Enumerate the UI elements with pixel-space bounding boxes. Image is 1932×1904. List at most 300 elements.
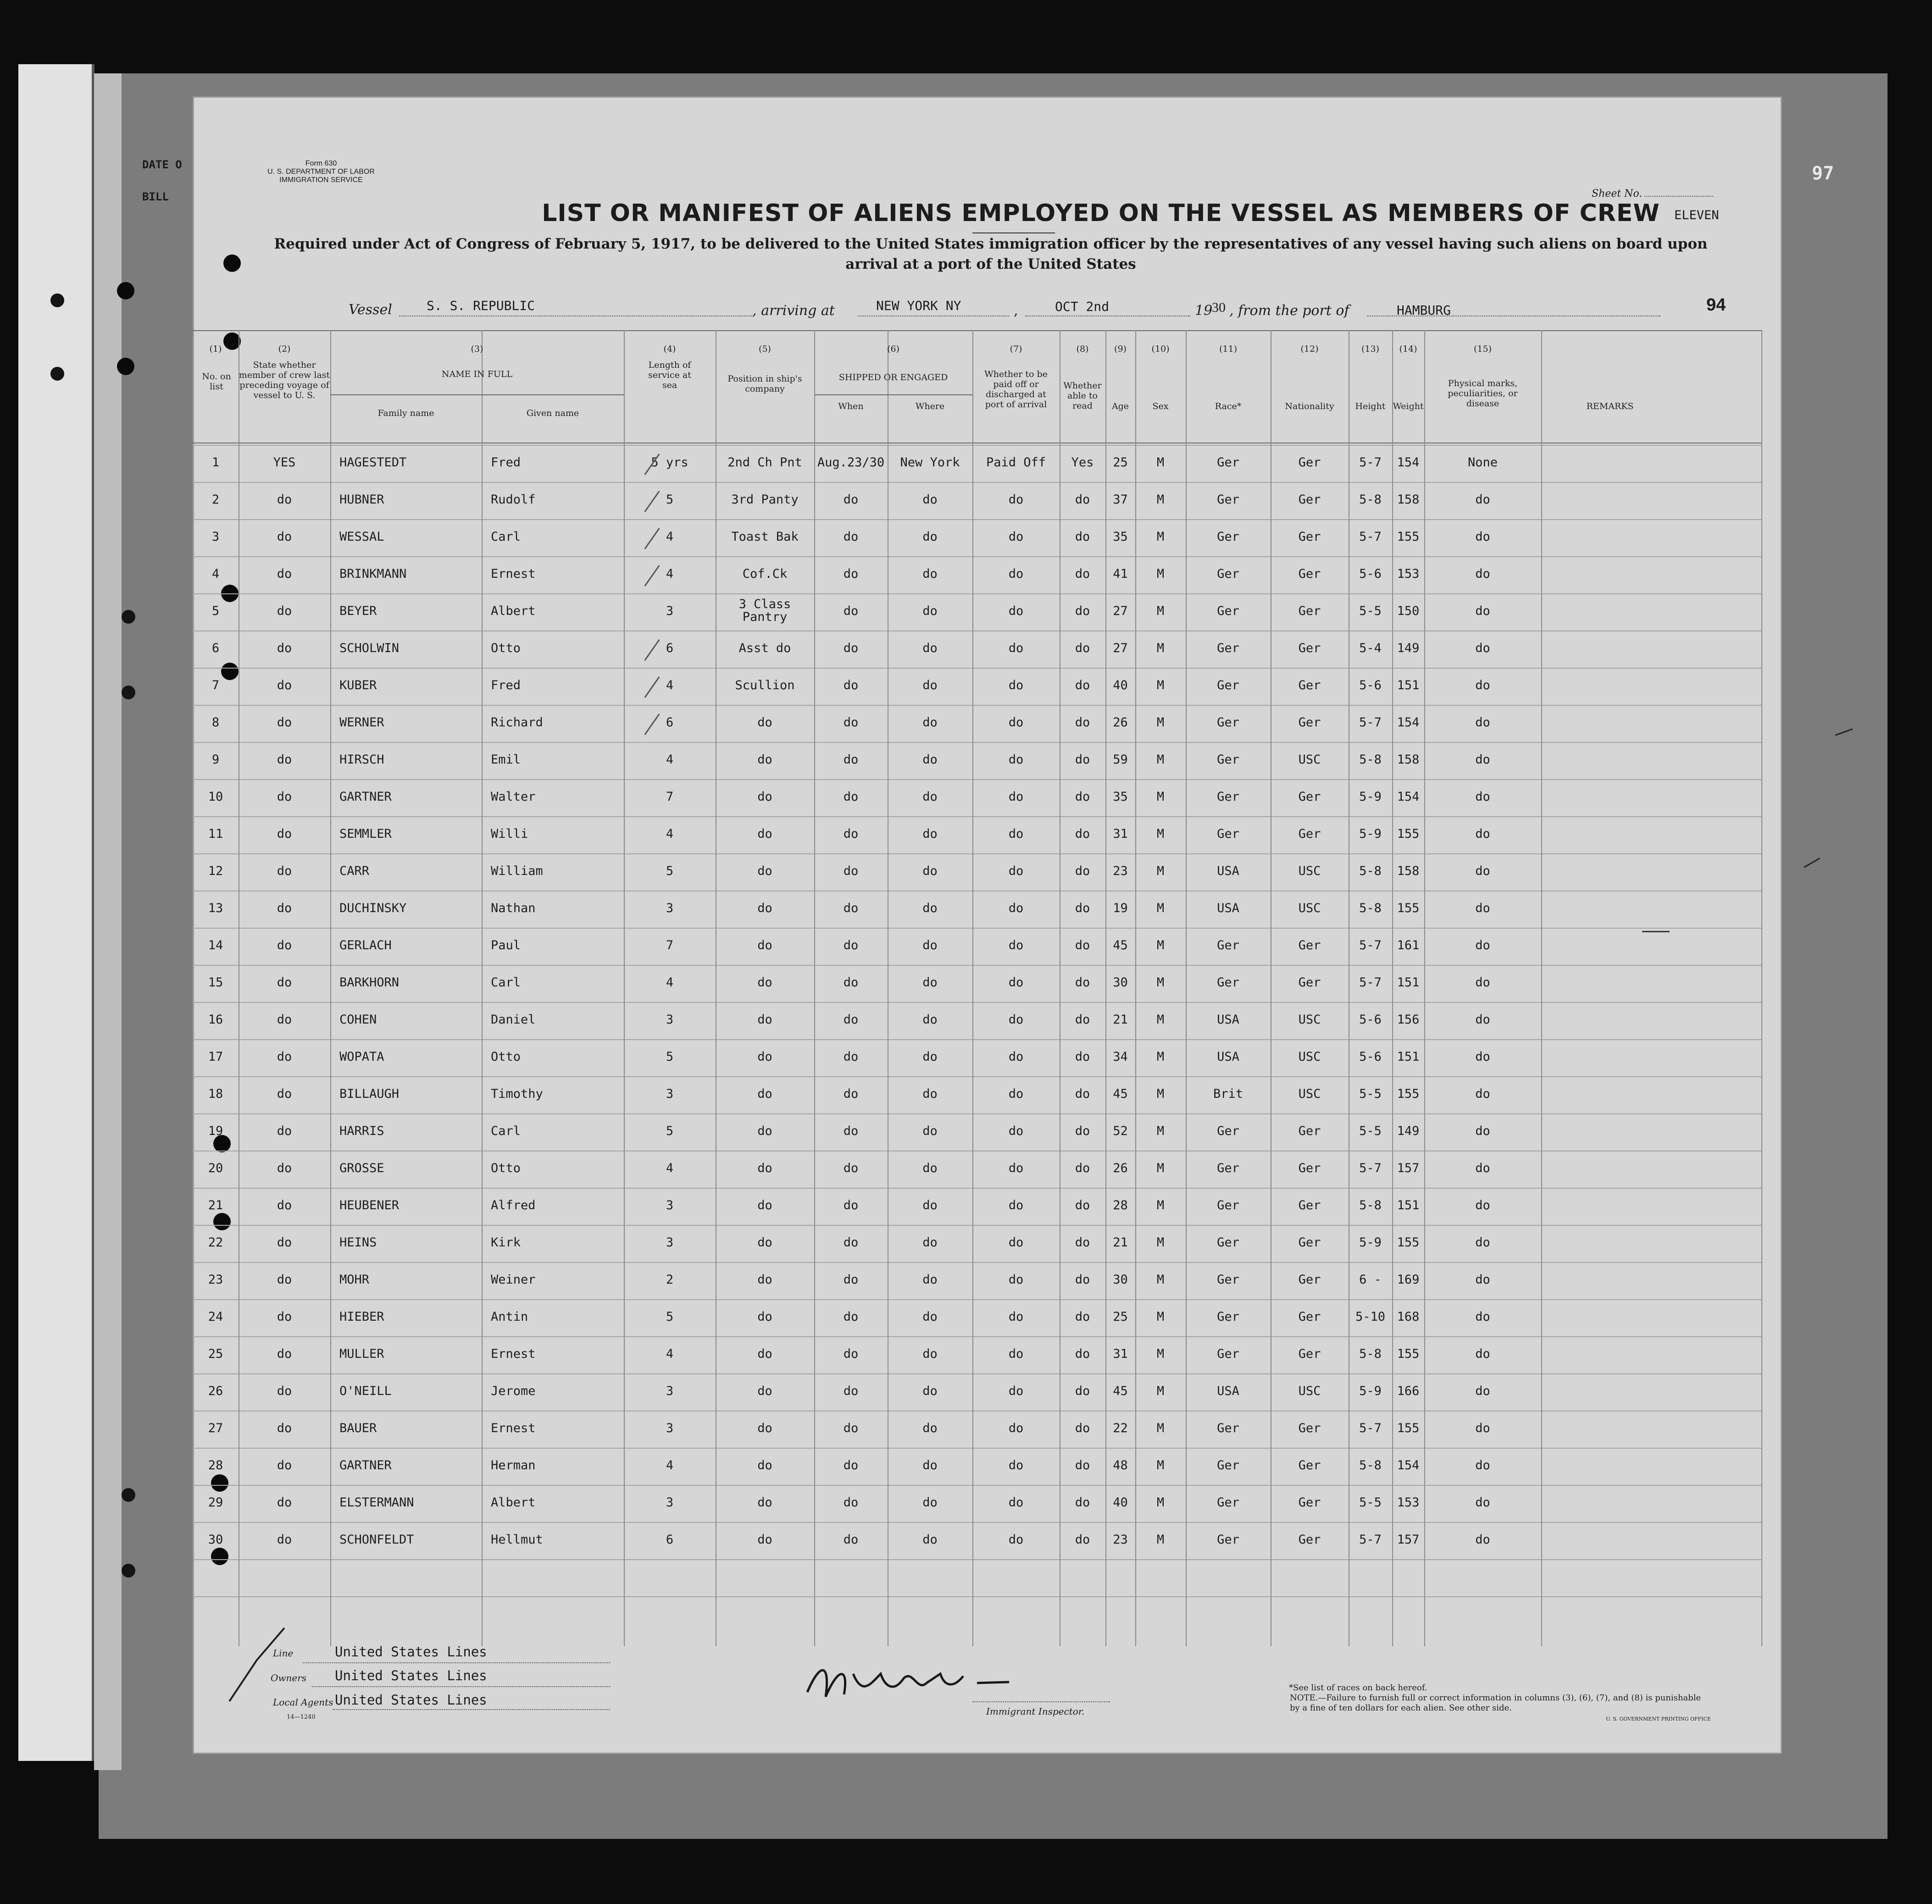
cell-age: 19	[1113, 901, 1128, 915]
paper-hole	[223, 255, 241, 272]
cell-prev: do	[277, 641, 292, 655]
cell-race: USA	[1217, 864, 1239, 878]
table-row	[193, 519, 1761, 556]
footer-code: 14—1240	[287, 1714, 316, 1721]
agents-label: Local Agents	[273, 1697, 333, 1708]
cell-read: do	[1075, 604, 1090, 618]
cell-race: Ger	[1217, 938, 1239, 952]
cell-marks: do	[1475, 1495, 1490, 1510]
cell-where: do	[922, 938, 938, 952]
arriving-port: NEW YORK NY	[876, 298, 961, 313]
cell-length: 4	[666, 1458, 674, 1472]
cell-age: 26	[1113, 715, 1128, 730]
cell-read: do	[1075, 864, 1090, 878]
cell-race: USA	[1217, 1384, 1239, 1398]
cell-height: 5-8	[1359, 493, 1382, 507]
cell-read: do	[1075, 1087, 1090, 1101]
row-rule	[193, 1596, 1761, 1597]
col-num-10: (10)	[1151, 344, 1170, 354]
cell-marks: do	[1475, 901, 1490, 915]
cell-marks: do	[1475, 790, 1490, 804]
cell-race: Brit	[1213, 1087, 1244, 1101]
col-head-nationality: Nationality	[1285, 401, 1334, 411]
cell-when: do	[843, 1347, 859, 1361]
col-num-4: (4)	[663, 344, 676, 354]
cell-height: 5-6	[1359, 1050, 1382, 1064]
cell-given: Albert	[491, 1495, 536, 1510]
col-head-race: Race*	[1215, 401, 1242, 411]
cell-family: BEYER	[339, 604, 377, 618]
cell-family: CARR	[339, 864, 370, 878]
table-top-rule	[193, 330, 1761, 331]
cell-race: Ger	[1217, 678, 1239, 692]
col-head-length: Length of service at sea	[648, 360, 691, 390]
binder-hole	[122, 610, 135, 624]
cell-race: Ger	[1217, 753, 1239, 767]
cell-marks: do	[1475, 1013, 1490, 1027]
cell-paid: do	[1008, 1495, 1024, 1510]
cell-when: do	[843, 1384, 859, 1398]
cell-height: 5-5	[1359, 1124, 1382, 1138]
table-row	[193, 1485, 1761, 1522]
cell-prev: do	[277, 1013, 292, 1027]
cell-prev: do	[277, 1087, 292, 1101]
cell-length: 3	[666, 1087, 674, 1101]
cell-race: Ger	[1217, 1458, 1239, 1472]
cell-length: 5	[666, 1310, 674, 1324]
cell-position: do	[757, 1421, 772, 1435]
binder-hole	[122, 686, 135, 699]
cell-given: Otto	[491, 641, 521, 655]
cell-race: Ger	[1217, 1235, 1239, 1250]
cell-position: do	[757, 1384, 772, 1398]
cell-paid: do	[1008, 1013, 1024, 1027]
cell-length: 3	[666, 1235, 674, 1250]
cell-nat: Ger	[1298, 790, 1321, 804]
cell-nat: USC	[1298, 753, 1321, 767]
cell-read: do	[1075, 1273, 1090, 1287]
col-head-state: State whether member of crew last preceding voyage of vessel to U. S.	[239, 360, 330, 400]
cell-when: do	[843, 1458, 859, 1472]
cell-length: 3	[666, 604, 674, 618]
table-row	[193, 1411, 1761, 1448]
cell-given: Antin	[491, 1310, 528, 1324]
cell-position: do	[757, 1124, 772, 1138]
cell-height: 5-9	[1359, 790, 1382, 804]
cell-given: Hellmut	[491, 1533, 543, 1547]
col-num-2: (2)	[278, 344, 291, 354]
cell-prev: YES	[273, 455, 296, 470]
cell-marks: do	[1475, 1124, 1490, 1138]
cell-race: Ger	[1217, 790, 1239, 804]
table-row	[193, 1002, 1761, 1039]
cell-given: Nathan	[491, 901, 536, 915]
cell-paid: do	[1008, 1458, 1024, 1472]
cell-read: do	[1075, 715, 1090, 730]
cell-prev: do	[277, 827, 292, 841]
cell-given: Carl	[491, 975, 521, 990]
cell-race: Ger	[1217, 715, 1239, 730]
note-races: *See list of races on back hereof.	[1289, 1683, 1427, 1693]
cell-read: do	[1075, 493, 1090, 507]
cell-sex: M	[1156, 455, 1165, 470]
cell-given: Otto	[491, 1050, 521, 1064]
footer-check-mark	[220, 1619, 303, 1710]
table-row	[193, 1373, 1761, 1411]
cell-prev: do	[277, 1198, 292, 1212]
cell-weight: 161	[1397, 938, 1420, 952]
cell-sex: M	[1156, 1421, 1165, 1435]
col-num-14: (14)	[1399, 344, 1417, 354]
cell-length: 5 yrs	[651, 455, 688, 470]
binder-hole	[50, 293, 64, 307]
cell-race: Ger	[1217, 493, 1239, 507]
cell-height: 5-8	[1359, 1458, 1382, 1472]
cell-read: do	[1075, 567, 1090, 581]
table-row	[193, 779, 1761, 816]
cell-weight: 149	[1397, 1124, 1420, 1138]
cell-where: do	[922, 1050, 938, 1064]
cell-prev: do	[277, 678, 292, 692]
cell-family: HUBNER	[339, 493, 384, 507]
cell-prev: do	[277, 1050, 292, 1064]
cell-weight: 157	[1397, 1161, 1420, 1175]
table-row	[193, 1113, 1761, 1151]
cell-when: do	[843, 1013, 859, 1027]
cell-paid: do	[1008, 1421, 1024, 1435]
col-head-weight: Weight	[1393, 401, 1424, 411]
cell-length: 6	[666, 1533, 674, 1547]
cell-read: do	[1075, 1533, 1090, 1547]
col-head-given: Given name	[526, 408, 579, 418]
col-head-family: Family name	[378, 408, 434, 418]
cell-race: Ger	[1217, 1310, 1239, 1324]
form-service: IMMIGRATION SERVICE	[279, 176, 363, 184]
cell-nat: Ger	[1298, 641, 1321, 655]
cell-no: 8	[211, 715, 220, 730]
cell-prev: do	[277, 1235, 292, 1250]
cell-weight: 153	[1397, 567, 1420, 581]
cell-nat: Ger	[1298, 604, 1321, 618]
cell-position: do	[757, 790, 772, 804]
cell-race: Ger	[1217, 1347, 1239, 1361]
col-head-remarks: REMARKS	[1586, 401, 1634, 411]
cell-sex: M	[1156, 641, 1165, 655]
cell-no: 29	[208, 1495, 223, 1510]
cell-marks: do	[1475, 493, 1490, 507]
row-rule	[193, 1559, 1761, 1560]
cell-height: 5-5	[1359, 1495, 1382, 1510]
cell-where: do	[922, 1161, 938, 1175]
arrival-date: OCT 2nd	[1055, 299, 1110, 314]
cell-height: 5-8	[1359, 1198, 1382, 1212]
cell-given: William	[491, 864, 543, 878]
cell-position: do	[757, 1235, 772, 1250]
cell-paid: do	[1008, 901, 1024, 915]
cell-no: 1	[211, 455, 220, 470]
cell-height: 5-7	[1359, 530, 1382, 544]
cell-prev: do	[277, 1384, 292, 1398]
table-row	[193, 965, 1761, 1002]
col-num-12: (12)	[1300, 344, 1319, 354]
cell-family: SCHOLWIN	[339, 641, 400, 655]
col-num-11: (11)	[1219, 344, 1237, 354]
cell-position: do	[757, 1273, 772, 1287]
cell-when: do	[843, 1235, 859, 1250]
cell-no: 21	[208, 1198, 223, 1212]
cell-family: HARRIS	[339, 1124, 384, 1138]
vessel-line: Vessel S. S. REPUBLIC , arriving at NEW YORK NY , OCT 2nd 19 30 , from the port of HAMBURG 94	[349, 295, 1726, 319]
vessel-underline	[399, 315, 752, 316]
cell-position: do	[757, 1347, 772, 1361]
cell-nat: Ger	[1298, 530, 1321, 544]
cell-prev: do	[277, 1161, 292, 1175]
printer-imprint: U. S. GOVERNMENT PRINTING OFFICE	[1606, 1716, 1711, 1722]
cell-race: Ger	[1217, 567, 1239, 581]
cell-family: KUBER	[339, 678, 377, 692]
cell-no: 13	[208, 901, 223, 915]
cell-where: do	[922, 1347, 938, 1361]
cell-weight: 154	[1397, 1458, 1420, 1472]
cell-weight: 166	[1397, 1384, 1420, 1398]
cell-race: USA	[1217, 901, 1239, 915]
col-head-read: Whether able to read	[1063, 381, 1102, 411]
cell-race: Ger	[1217, 530, 1239, 544]
cell-family: HIRSCH	[339, 753, 384, 767]
title-underline	[972, 232, 1055, 233]
cell-where: do	[922, 1421, 938, 1435]
cell-height: 5-5	[1359, 604, 1382, 618]
cell-family: COHEN	[339, 1013, 377, 1027]
col-num-8: (8)	[1076, 344, 1089, 354]
cell-position: do	[757, 715, 772, 730]
date-underline	[1025, 315, 1190, 316]
cell-length: 3	[666, 901, 674, 915]
col-head-shipped: SHIPPED OR ENGAGED	[838, 372, 948, 382]
cell-length: 4	[666, 827, 674, 841]
cell-nat: Ger	[1298, 1421, 1321, 1435]
footer-note	[1289, 1683, 1711, 1724]
cell-where: do	[922, 864, 938, 878]
note-penalty: NOTE.—Failure to furnish full or correct information in columns (3), (6), (7), and (8) is punishable by a fine of ten dollars for each alien. See other side.	[1290, 1693, 1701, 1713]
cell-prev: do	[277, 901, 292, 915]
cell-no: 22	[208, 1235, 223, 1250]
cell-race: USA	[1217, 1050, 1239, 1064]
cell-position: Cof.Ck	[742, 567, 788, 581]
cell-paid: do	[1008, 530, 1024, 544]
cell-nat: Ger	[1298, 678, 1321, 692]
table-row	[193, 1262, 1761, 1299]
cell-nat: USC	[1298, 1384, 1321, 1398]
cell-length: 3	[666, 1198, 674, 1212]
cell-length: 3	[666, 1421, 674, 1435]
cell-position: Scullion	[735, 678, 795, 692]
cell-prev: do	[277, 753, 292, 767]
cell-paid: do	[1008, 790, 1024, 804]
cell-given: Paul	[491, 938, 521, 952]
cell-read: do	[1075, 1235, 1090, 1250]
cell-given: Jerome	[491, 1384, 536, 1398]
cell-position: Asst do	[738, 641, 791, 655]
cell-marks: do	[1475, 1050, 1490, 1064]
col-head-height: Height	[1355, 401, 1386, 411]
cell-length: 5	[666, 1050, 674, 1064]
cell-nat: Ger	[1298, 1310, 1321, 1324]
cell-prev: do	[277, 1533, 292, 1547]
cell-read: do	[1075, 1161, 1090, 1175]
cell-weight: 154	[1397, 790, 1420, 804]
cell-given: Emil	[491, 753, 521, 767]
cell-race: Ger	[1217, 827, 1239, 841]
cell-given: Rudolf	[491, 493, 536, 507]
cell-race: Ger	[1217, 1198, 1239, 1212]
vessel-name: S. S. REPUBLIC	[427, 298, 535, 313]
cell-family: SEMMLER	[339, 827, 392, 841]
cell-where: do	[922, 530, 938, 544]
cell-age: 30	[1113, 1273, 1128, 1287]
cell-prev: do	[277, 1421, 292, 1435]
line-value: United States Lines	[335, 1644, 487, 1660]
form-dept: U. S. DEPARTMENT OF LABOR	[267, 168, 375, 176]
cell-marks: do	[1475, 938, 1490, 952]
cell-age: 35	[1113, 530, 1128, 544]
cell-sex: M	[1156, 1013, 1165, 1027]
cell-race: USA	[1217, 1013, 1239, 1027]
cell-no: 4	[211, 567, 220, 581]
cell-position: do	[757, 975, 772, 990]
table-row	[193, 1336, 1761, 1373]
cell-read: do	[1075, 1013, 1090, 1027]
cell-no: 15	[208, 975, 223, 990]
cell-read: do	[1075, 1347, 1090, 1361]
cell-weight: 151	[1397, 1050, 1420, 1064]
cell-where: do	[922, 641, 938, 655]
cell-weight: 155	[1397, 901, 1420, 915]
cell-when: do	[843, 604, 859, 618]
cell-age: 40	[1113, 1495, 1128, 1510]
cell-weight: 158	[1397, 753, 1420, 767]
cell-when: do	[843, 1050, 859, 1064]
cell-marks: do	[1475, 1087, 1490, 1101]
col-num-13: (13)	[1361, 344, 1379, 354]
cell-read: do	[1075, 1050, 1090, 1064]
cell-paid: do	[1008, 1198, 1024, 1212]
cell-where: New York	[900, 455, 960, 470]
col-head-paid: Whether to be paid off or discharged at port of arrival	[984, 369, 1048, 410]
cell-when: do	[843, 753, 859, 767]
left-stub	[18, 64, 94, 1761]
cell-position: do	[757, 938, 772, 952]
cell-height: 5-10	[1355, 1310, 1386, 1324]
cell-paid: do	[1008, 1310, 1024, 1324]
cell-sex: M	[1156, 864, 1165, 878]
cell-read: do	[1075, 790, 1090, 804]
cell-where: do	[922, 1124, 938, 1138]
page-title: LIST OR MANIFEST OF ALIENS EMPLOYED ON THE VESSEL AS MEMBERS OF CREW	[542, 199, 1660, 227]
form-ident	[261, 160, 381, 184]
cell-no: 18	[208, 1087, 223, 1101]
cell-age: 27	[1113, 641, 1128, 655]
cell-height: 5-9	[1359, 827, 1382, 841]
table-row	[193, 891, 1761, 928]
cell-race: Ger	[1217, 975, 1239, 990]
cell-marks: do	[1475, 827, 1490, 841]
cell-height: 5-7	[1359, 938, 1382, 952]
cell-paid: do	[1008, 1235, 1024, 1250]
cell-paid: do	[1008, 753, 1024, 767]
cell-when: do	[843, 1124, 859, 1138]
table-row	[193, 1039, 1761, 1076]
cell-height: 5-9	[1359, 1384, 1382, 1398]
cell-read: Yes	[1071, 455, 1094, 470]
cell-prev: do	[277, 493, 292, 507]
cell-where: do	[922, 567, 938, 581]
cell-nat: Ger	[1298, 715, 1321, 730]
cell-family: HEUBENER	[339, 1198, 400, 1212]
header-sub-rule	[814, 394, 972, 395]
cell-given: Alfred	[491, 1198, 536, 1212]
vessel-label: Vessel	[349, 302, 392, 318]
cell-height: 5-6	[1359, 1013, 1382, 1027]
cell-paid: do	[1008, 1050, 1024, 1064]
cell-family: GERLACH	[339, 938, 392, 952]
year-value: 30	[1212, 300, 1226, 315]
cell-sex: M	[1156, 901, 1165, 915]
table-row	[193, 593, 1761, 631]
cell-race: Ger	[1217, 1124, 1239, 1138]
cell-when: do	[843, 901, 859, 915]
cell-family: GROSSE	[339, 1161, 384, 1175]
cell-family: HEINS	[339, 1235, 377, 1250]
cell-height: 5-8	[1359, 753, 1382, 767]
cell-family: BARKHORN	[339, 975, 400, 990]
cell-sex: M	[1156, 604, 1165, 618]
cell-length: 7	[666, 790, 674, 804]
cell-weight: 158	[1397, 493, 1420, 507]
cell-marks: None	[1467, 455, 1498, 470]
table-row	[193, 853, 1761, 891]
cell-nat: Ger	[1298, 1198, 1321, 1212]
cell-length: 5	[666, 864, 674, 878]
cell-length: 4	[666, 678, 674, 692]
cell-no: 9	[211, 753, 220, 767]
cell-when: do	[843, 864, 859, 878]
cell-nat: Ger	[1298, 938, 1321, 952]
cell-family: WERNER	[339, 715, 384, 730]
cell-age: 40	[1113, 678, 1128, 692]
cell-paid: Paid Off	[986, 455, 1046, 470]
col-head-no: No. on list	[202, 371, 231, 392]
cell-sex: M	[1156, 1198, 1165, 1212]
col-head-name: NAME IN FULL	[441, 369, 513, 379]
cell-read: do	[1075, 1495, 1090, 1510]
cell-marks: do	[1475, 1533, 1490, 1547]
cell-age: 31	[1113, 1347, 1128, 1361]
cell-marks: do	[1475, 604, 1490, 618]
cell-age: 23	[1113, 864, 1128, 878]
cell-nat: Ger	[1298, 827, 1321, 841]
header-sub-rule	[330, 394, 624, 395]
cell-given: Carl	[491, 1124, 521, 1138]
cell-when: do	[843, 938, 859, 952]
cell-given: Ernest	[491, 1347, 536, 1361]
cell-length: 5	[666, 1124, 674, 1138]
cell-paid: do	[1008, 1124, 1024, 1138]
cell-weight: 151	[1397, 975, 1420, 990]
cell-age: 59	[1113, 753, 1128, 767]
cell-height: 5-8	[1359, 1347, 1382, 1361]
cell-paid: do	[1008, 975, 1024, 990]
